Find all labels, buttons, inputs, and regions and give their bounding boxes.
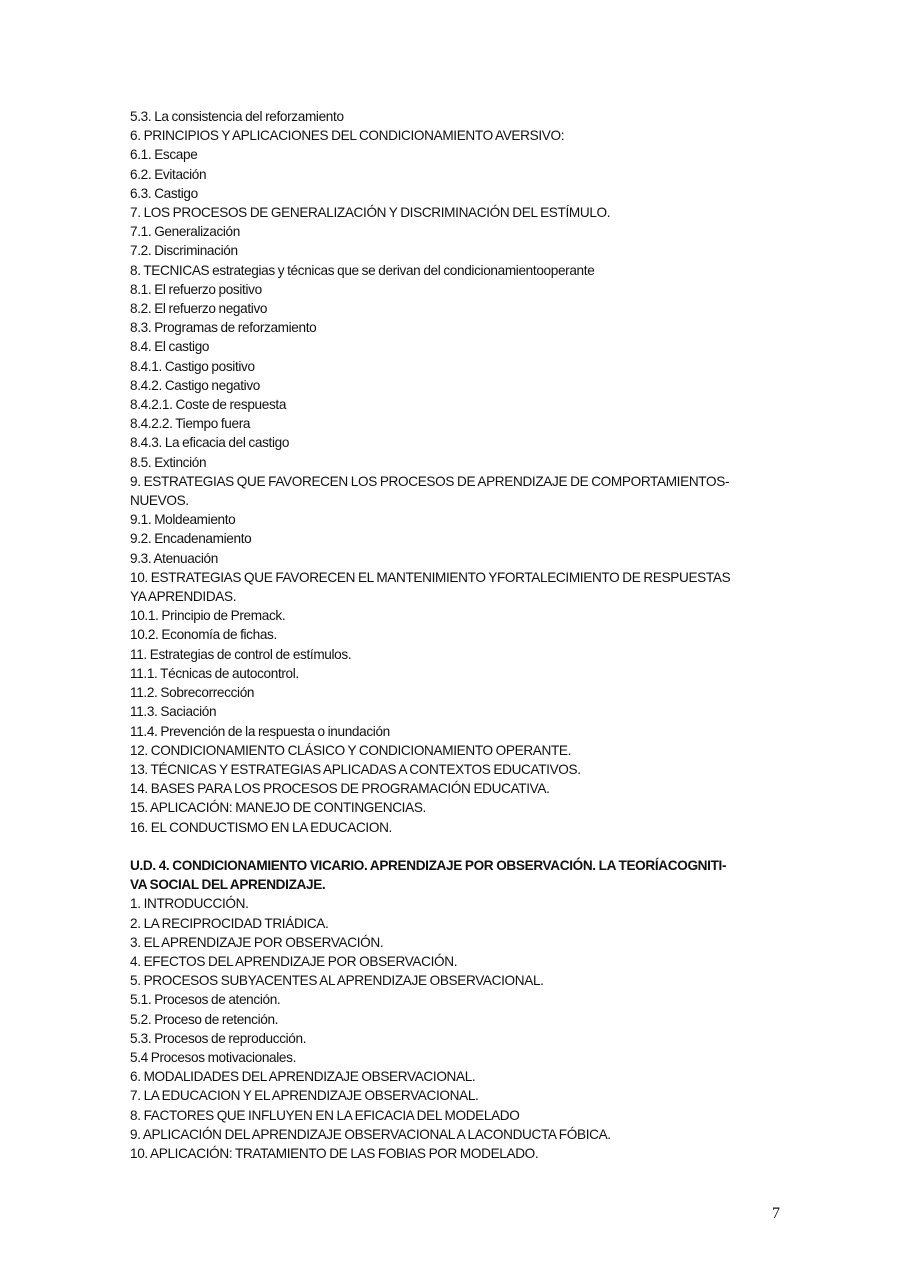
toc-line: 9.2. Encadenamiento [130,531,252,547]
toc-line: 8.5. Extinción [130,454,207,470]
toc-line: YA APRENDIDAS. [130,589,237,605]
toc-line: 5.2. Proceso de retención. [130,1011,279,1027]
toc-line: 3. EL APRENDIZAJE POR OBSERVACIÓN. [130,934,384,950]
toc-line: NUEVOS. [130,493,189,509]
toc-line: 8.4.2. Castigo negativo [130,377,261,393]
toc-line: 11.1. Técnicas de autocontrol. [130,665,299,681]
toc-line: 9.3. Atenuación [130,550,218,566]
toc-line: 1. INTRODUCCIÓN. [130,896,249,912]
toc-line: 2. LA RECIPROCIDAD TRIÁDICA. [130,915,329,931]
toc-line: 7. LOS PROCESOS DE GENERALIZACIÓN Y DISCRIMINACIÓN DEL ESTÍMULO. [130,205,611,221]
toc-line: 6. MODALIDADES DEL APRENDIZAJE OBSERVACIONAL. [130,1069,476,1085]
toc-line: 10. APLICACIÓN: TRATAMIENTO DE LAS FOBIAS POR MODELADO. [130,1145,539,1161]
toc-line: 12. CONDICIONAMIENTO CLÁSICO Y CONDICIONAMIENTO OPERANTE. [130,742,572,758]
toc-line: 9.1. Moldeamiento [130,512,236,528]
toc-line: 8.1. El refuerzo positivo [130,281,262,297]
toc-line: 7.1. Generalización [130,224,240,240]
toc-line: 14. BASES PARA LOS PROCESOS DE PROGRAMACIÓN EDUCATIVA. [130,781,550,797]
toc-line: 8.4.2.1. Coste de respuesta [130,397,287,413]
toc-line: 6.2. Evitación [130,166,207,182]
toc-line: 8.2. El refuerzo negativo [130,301,268,317]
toc-line: 5.1. Procesos de atención. [130,992,281,1008]
toc-line: 10. ESTRATEGIAS QUE FAVORECEN EL MANTENIMIENTO YFORTALECIMIENTO DE RESPUESTAS [130,569,731,585]
toc-line: 5.3. La consistencia del reforzamiento [130,109,344,124]
toc-line: 8. FACTORES QUE INFLUYEN EN LA EFICACIA DEL MODELADO [130,1107,520,1123]
toc-line: 11. Estrategias de control de estímulos. [130,646,352,662]
toc-line: 6.3. Castigo [130,185,198,201]
toc-line: 13. TÉCNICAS Y ESTRATEGIAS APLICADAS A CONTEXTOS EDUCATIVOS. [130,761,581,777]
toc-line: 10.2. Economía de fichas. [130,627,277,643]
toc-line: 4. EFECTOS DEL APRENDIZAJE POR OBSERVACIÓN. [130,953,458,969]
toc-line: 8.4.2.2. Tiempo fuera [130,416,251,432]
section-spacer [130,837,770,856]
toc-line: 8.3. Programas de reforzamiento [130,320,317,336]
toc-line: 10.1. Principio de Premack. [130,608,286,624]
toc-line: 5.3. Procesos de reproducción. [130,1030,307,1046]
toc-line: 8. TECNICAS estrategias y técnicas que se derivan del condicionamientooperante [130,262,595,278]
toc-line: 9. APLICACIÓN DEL APRENDIZAJE OBSERVACIONAL A LACONDUCTA FÓBICA. [130,1126,611,1142]
toc-line: 16. EL CONDUCTISMO EN LA EDUCACION. [130,819,392,835]
ud4-heading-line2: VA SOCIAL DEL APRENDIZAJE. [130,877,326,893]
ud4-section [130,856,770,1163]
toc-line: 6. PRINCIPIOS Y APLICACIONES DEL CONDICIONAMIENTO AVERSIVO: [130,128,565,144]
section-a-list [130,107,770,837]
toc-line: 8.4.1. Castigo positivo [130,358,255,374]
toc-line: 11.2. Sobrecorrección [130,685,255,701]
page-number: 7 [772,1205,780,1222]
table-of-contents [130,107,770,1163]
toc-line: 11.4. Prevención de la respuesta o inundación [130,723,390,739]
toc-line: 8.4.3. La eficacia del castigo [130,435,290,451]
toc-line: 11.3. Saciación [130,704,217,720]
toc-line: 7. LA EDUCACION Y EL APRENDIZAJE OBSERVACIONAL. [130,1088,479,1104]
toc-line: 15. APLICACIÓN: MANEJO DE CONTINGENCIAS. [130,800,426,816]
toc-line: 6.1. Escape [130,147,198,163]
toc-line: 5.4 Procesos motivacionales. [130,1049,297,1065]
toc-line: 9. ESTRATEGIAS QUE FAVORECEN LOS PROCESOS DE APRENDIZAJE DE COMPORTAMIENTOS- [130,473,730,489]
toc-line: 8.4. El castigo [130,339,210,355]
toc-line: 7.2. Discriminación [130,243,238,259]
ud4-heading-line1: U.D. 4. CONDICIONAMIENTO VICARIO. APRENDIZAJE POR OBSERVACIÓN. LA TEORÍACOGNITI- [130,857,727,873]
toc-line: 5. PROCESOS SUBYACENTES AL APRENDIZAJE OBSERVACIONAL. [130,973,544,989]
